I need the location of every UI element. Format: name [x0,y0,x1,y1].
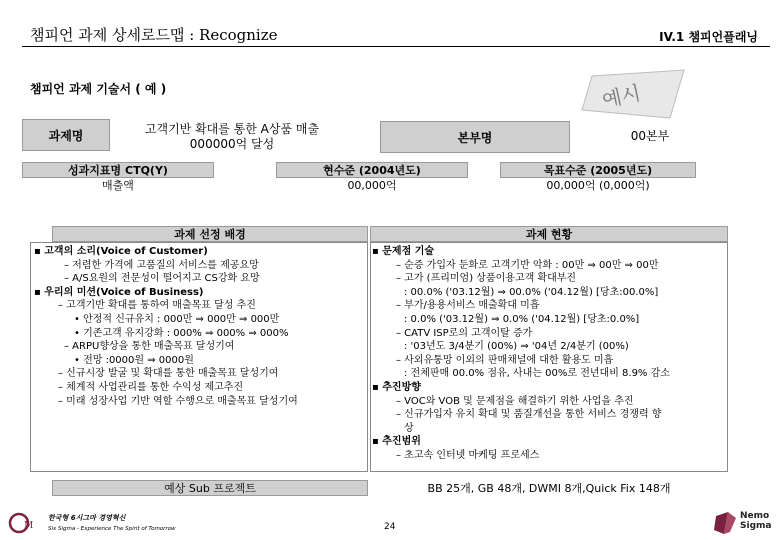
brand-line2: Sigma [740,521,772,531]
sub-project-label-text: 예상 Sub 프로젝트 [164,482,256,495]
status-line: : 00.0% ('03.12월) ⇒ 00.0% ('04.12월) [당초:00.0%] [404,286,659,298]
sub-project-label [52,480,368,496]
svg-text:M: M [24,521,34,531]
target-level-value-text: 00,000억 (0,000억) [546,179,650,192]
status-heading [370,226,728,242]
status-line: – VOC와 VOB 및 문제점을 해결하기 위한 사업을 추진 [396,395,634,407]
kpi-value [22,178,214,192]
kpi-value-text: 매출액 [102,179,134,192]
status-line: – 고가 (프리미엄) 상품이용고객 확대부진 [396,273,577,285]
status-line: : 0.0% ('03.12월) ⇒ 0.0% ('04.12월) [당초:0.0%] [404,313,640,325]
status-line: ▪ 추진범위 [372,436,421,448]
status-line: 상 [404,422,414,434]
background-line: ▪ 우리의 미션(Voice of Business) [34,286,204,298]
footer-tagline: Six Sigma - Experience The Spirit of Tomorrow [48,526,176,532]
department-label-text: 본부명 [457,130,493,145]
page-number: 24 [384,522,396,532]
background-line: – 미래 성장사업 기반 역할 수행으로 매출목표 달성기여 [58,395,298,407]
background-line: • 기존고객 유지강화 : 000% ⇒ 000% ⇒ 000% [74,327,289,339]
task-name-line2: 000000억 달성 [189,137,275,151]
current-level-label [276,162,468,178]
background-heading [52,226,368,242]
status-line: – CATV ISP로의 고객이탈 증가 [396,327,533,339]
background-line: – ARPU향상을 통한 매출목표 달성기여 [64,341,235,353]
footer-slogan: 한국형 6시그마 경영혁신 [48,514,126,522]
sub-project-value [370,480,728,496]
status-line: : '03년도 3/4분기 (00%) ⇒ '04년 2/4분기 (00%) [404,341,629,353]
background-heading-text: 과제 선정 배경 [174,228,246,241]
status-line: – 신규가입자 유치 확대 및 품질개선을 통한 서비스 경쟁력 향 [396,409,662,421]
task-name-line1: 고객기반 확대를 통한 A상품 매출 [144,122,320,136]
background-line: – 신규시장 발굴 및 확대를 통한 매출목표 달성기여 [58,368,279,380]
status-line: – 순증 가입자 둔화로 고객기반 악화 : 00만 ⇒ 00만 ⇒ 00만 [396,259,659,271]
status-line: – 부가/용용서비스 매출확대 미흡 [396,300,540,312]
current-level-value [276,178,468,192]
example-stamp [578,60,688,120]
sub-project-value-text: BB 25개, GB 48개, DWMI 8개,Quick Fix 148개 [427,482,671,495]
kpi-label-text: 성과지표명 CTQ(Y) [68,164,168,177]
background-line: ▪ 고객의 소리(Voice of Customer) [34,246,208,257]
background-line: – A/S요원의 전문성이 떨어지고 CS강화 요망 [64,273,260,285]
status-lines [372,245,670,463]
status-list [372,245,670,463]
department-label [380,121,570,153]
background-line: – 저렴한 가격에 고품질의 서비스를 제공요망 [64,259,259,271]
status-line: ▪ 문제점 기술 [372,246,435,257]
target-level-label [500,162,696,178]
task-name-value [112,119,352,155]
current-level-value-text: 00,000억 [347,179,397,192]
status-line: – 사외유통망 이외의 판매채널에 대한 활용도 미흡 [396,354,614,366]
kpi-label [22,162,214,178]
background-list [34,245,298,408]
status-heading-text: 과제 현황 [525,228,573,241]
section-label: IV.1 챔피언플래닝 [659,30,758,44]
header-divider [22,46,770,47]
background-line: – 체계적 사업관리를 통한 수익성 제고추진 [58,381,244,393]
brand-name [740,511,771,531]
document-subtitle: 챔피언 과제 기술서 ( 예 ) [30,82,167,96]
target-level-value [500,178,696,192]
status-line: : 전체판매 00.0% 점유, 사내는 00%로 전년대비 8.9% 감소 [404,368,670,380]
page-title: 챔피언 과제 상세로드맵 : Recognize [30,26,278,44]
status-line: – 초고속 인터넷 마케팅 프로세스 [396,449,540,461]
target-level-label-text: 목표수준 (2005년도) [543,164,653,177]
brand-line1: Nemo [740,511,770,521]
status-line: ▪ 추진방향 [372,381,421,393]
example-stamp-text: 예시 [600,80,643,113]
background-line: • 안정적 신규유치 : 000만 ⇒ 000만 ⇒ 000만 [74,313,280,325]
background-line: • 전망 :0000원 ⇒ 0000원 [74,354,194,366]
department-value-text: 00본부 [630,128,670,143]
background-line: – 고객기반 확대를 통하여 매출목표 달성 추진 [58,300,256,312]
task-name-label-text: 과제명 [48,128,84,143]
sixsigma-logo-icon [8,512,34,534]
department-value [570,124,730,148]
background-lines [34,245,298,408]
current-level-label-text: 현수준 (2004년도) [323,164,421,177]
task-name-label [22,119,110,151]
